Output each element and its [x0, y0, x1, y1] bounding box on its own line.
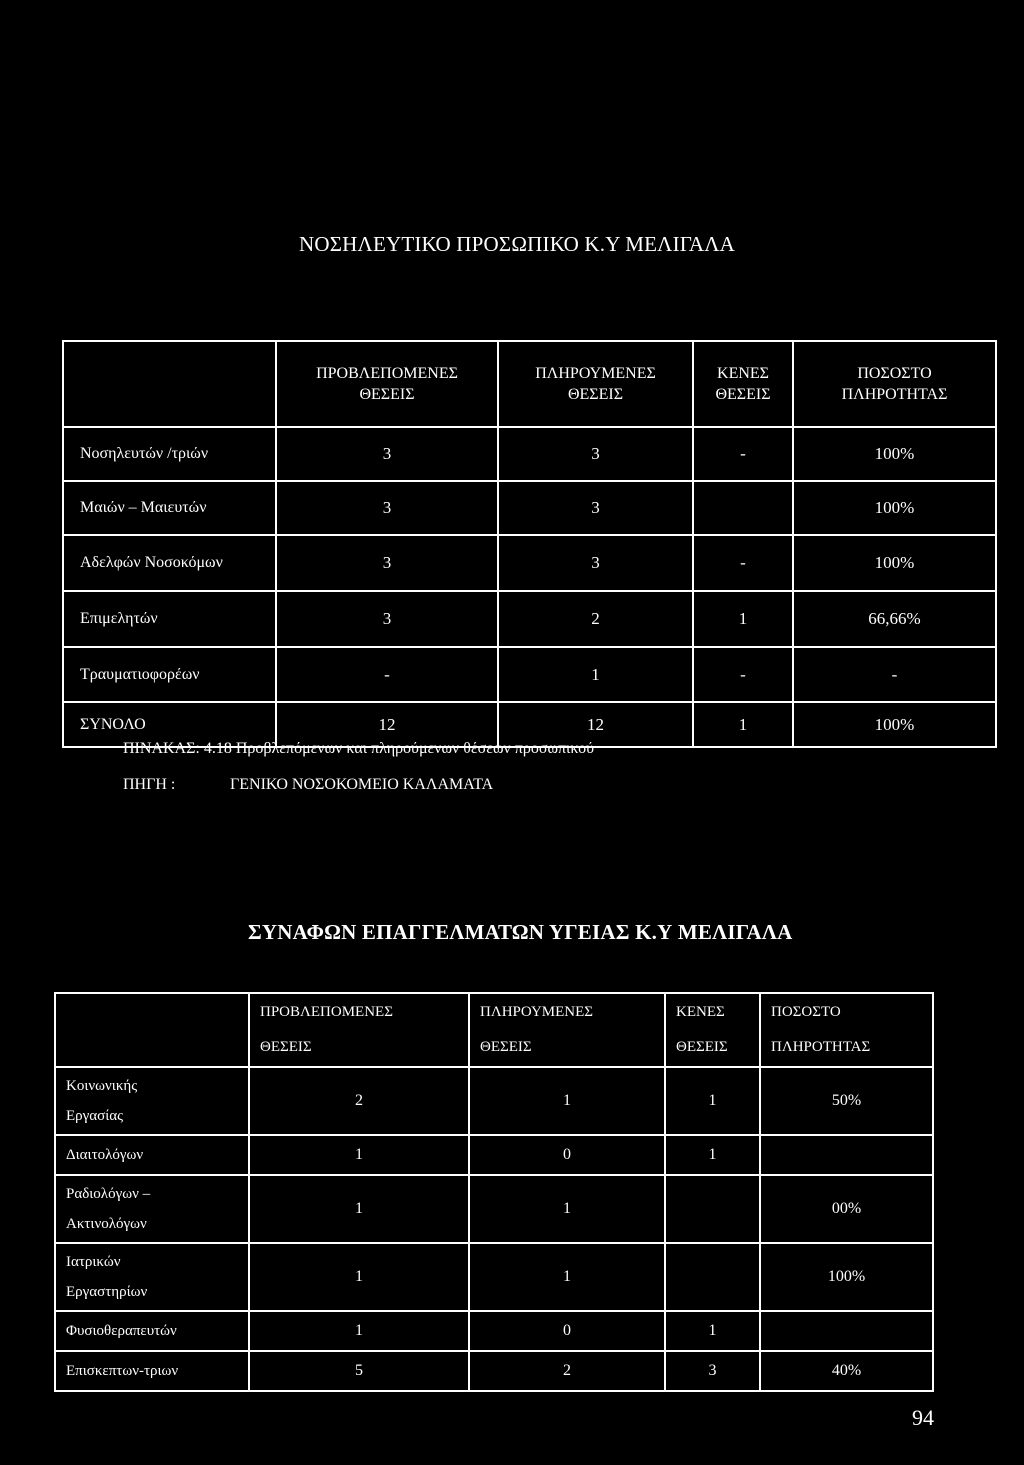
cell-filled: 12 [498, 702, 693, 747]
cell-fill-rate: 00% [760, 1175, 933, 1243]
cell-vacant [693, 481, 793, 535]
cell-vacant [665, 1175, 760, 1243]
cell-filled: 2 [469, 1351, 665, 1391]
staffing-table-nursing [62, 340, 997, 748]
table-header-row [55, 993, 933, 1067]
row-label: Φυσιοθεραπευτών [55, 1311, 249, 1351]
cell-fill-rate: 50% [760, 1067, 933, 1135]
row-label: Τραυματιοφορέων [63, 647, 276, 702]
cell-fill-rate [760, 1135, 933, 1175]
row-label: Επιμελητών [63, 591, 276, 647]
cell-vacant: - [693, 647, 793, 702]
cell-fill-rate: 100% [793, 427, 996, 481]
source-value: ΓΕΝΙΚΟ ΝΟΣΟΚΟΜΕΙΟ ΚΑΛΑΜΑΤΑ [230, 776, 494, 793]
cell-filled: 1 [469, 1175, 665, 1243]
table-row [55, 1351, 933, 1391]
cell-planned: 3 [276, 535, 498, 591]
cell-planned: 3 [276, 481, 498, 535]
cell-planned: 1 [249, 1243, 469, 1311]
cell-vacant: 1 [665, 1311, 760, 1351]
cell-vacant: - [693, 535, 793, 591]
cell-vacant: 3 [665, 1351, 760, 1391]
table-row [63, 481, 996, 535]
row-label: ΣΥΝΟΛΟ [63, 702, 276, 747]
cell-fill-rate: 40% [760, 1351, 933, 1391]
row-label: Νοσηλευτών /τριών [63, 427, 276, 481]
page-number: 94 [912, 1405, 934, 1430]
table-row [55, 1311, 933, 1351]
row-label: Μαιών – Μαιευτών [63, 481, 276, 535]
cell-fill-rate: 100% [793, 702, 996, 747]
table-row [63, 535, 996, 591]
cell-vacant: - [693, 427, 793, 481]
header-fill-rate: ΠΟΣΟΣΤΟ ΠΛΗΡΟΤΗΤΑΣ [760, 993, 933, 1067]
header-fill-rate: ΠΟΣΟΣΤΟ ΠΛΗΡΟΤΗΤΑΣ [793, 341, 996, 427]
row-label: Αδελφών Νοσοκόμων [63, 535, 276, 591]
table-row [55, 1175, 933, 1243]
cell-filled: 1 [498, 647, 693, 702]
header-corner-cell [55, 993, 249, 1067]
row-label: Επισκεπτων-τριων [55, 1351, 249, 1391]
cell-filled: 3 [498, 427, 693, 481]
table-caption: ΠΙΝΑΚΑΣ: 4.18 Προβλεπόμενων και πληρούμενων θέσεων προσωπικού [123, 740, 594, 757]
cell-fill-rate: - [793, 647, 996, 702]
row-label: Ραδιολόγων – Ακτινολόγων [55, 1175, 249, 1243]
cell-planned: 1 [249, 1175, 469, 1243]
cell-fill-rate: 66,66% [793, 591, 996, 647]
staffing-table-allied-health [54, 992, 934, 1392]
cell-planned: 3 [276, 591, 498, 647]
cell-planned: 1 [249, 1135, 469, 1175]
cell-vacant: 1 [693, 591, 793, 647]
cell-planned: 1 [249, 1311, 469, 1351]
table-row [55, 1243, 933, 1311]
header-vacant-positions: ΚΕΝΕΣ ΘΕΣΕΙΣ [693, 341, 793, 427]
cell-filled: 0 [469, 1311, 665, 1351]
cell-planned: 3 [276, 427, 498, 481]
source-label: ΠΗΓΗ : [123, 776, 176, 793]
cell-vacant: 1 [665, 1135, 760, 1175]
table-row [63, 647, 996, 702]
cell-vacant: 1 [665, 1067, 760, 1135]
cell-planned: 5 [249, 1351, 469, 1391]
row-label: Κοινωνικής Εργασίας [55, 1067, 249, 1135]
table-row [55, 1135, 933, 1175]
row-label: Διαιτολόγων [55, 1135, 249, 1175]
cell-planned: - [276, 647, 498, 702]
cell-fill-rate [760, 1311, 933, 1351]
header-corner-cell [63, 341, 276, 427]
row-label: Ιατρικών Εργαστηρίων [55, 1243, 249, 1311]
cell-fill-rate: 100% [793, 535, 996, 591]
cell-filled: 2 [498, 591, 693, 647]
table-row [63, 427, 996, 481]
cell-filled: 1 [469, 1067, 665, 1135]
cell-planned: 2 [249, 1067, 469, 1135]
table-header-row [63, 341, 996, 427]
table-row [55, 1067, 933, 1135]
cell-filled: 1 [469, 1243, 665, 1311]
header-vacant-positions: ΚΕΝΕΣ ΘΕΣΕΙΣ [665, 993, 760, 1067]
table-row [63, 591, 996, 647]
cell-filled: 0 [469, 1135, 665, 1175]
cell-filled: 3 [498, 535, 693, 591]
cell-fill-rate: 100% [793, 481, 996, 535]
cell-vacant [665, 1243, 760, 1311]
cell-filled: 3 [498, 481, 693, 535]
header-planned-positions: ΠΡΟΒΛΕΠΟΜΕΝΕΣ ΘΕΣΕΙΣ [276, 341, 498, 427]
cell-vacant: 1 [693, 702, 793, 747]
cell-fill-rate: 100% [760, 1243, 933, 1311]
cell-planned: 12 [276, 702, 498, 747]
table1-title: ΝΟΣΗΛΕΥΤΙΚΟ ΠΡΟΣΩΠΙΚΟ Κ.Υ ΜΕΛΙΓΑΛΑ [299, 232, 736, 256]
table2-title: ΣΥΝΑΦΩΝ ΕΠΑΓΓΕΛΜΑΤΩΝ ΥΓΕΙΑΣ Κ.Υ ΜΕΛΙΓΑΛΑ [248, 920, 793, 944]
header-filled-positions: ΠΛΗΡΟΥΜΕΝΕΣ ΘΕΣΕΙΣ [469, 993, 665, 1067]
header-planned-positions: ΠΡΟΒΛΕΠΟΜΕΝΕΣ ΘΕΣΕΙΣ [249, 993, 469, 1067]
header-filled-positions: ΠΛΗΡΟΥΜΕΝΕΣ ΘΕΣΕΙΣ [498, 341, 693, 427]
